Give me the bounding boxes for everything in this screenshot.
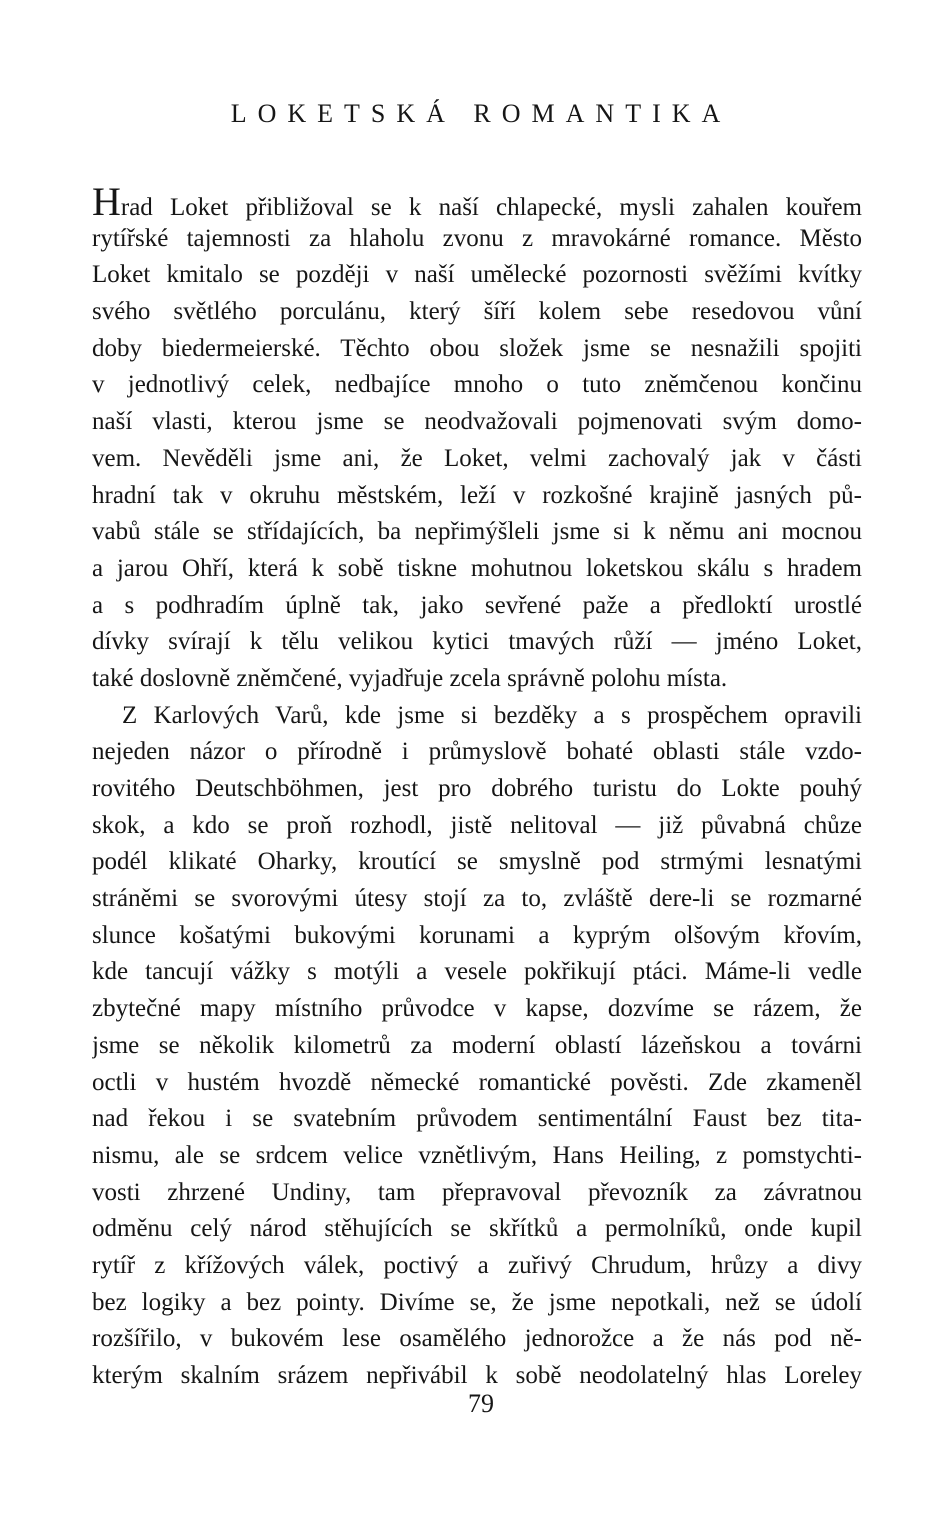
text-line: zbytečné mapy místního průvodce v kapse, dozvíme se rázem, že bbox=[92, 995, 862, 1023]
drop-cap: H bbox=[92, 184, 121, 221]
text-line: a jarou Ohří, která k sobě tiskne mohutnou loketskou skálu s hradem bbox=[92, 554, 862, 582]
text-line: Loket kmitalo se později v naší umělecké pozornosti svěžími kvítky bbox=[92, 261, 862, 289]
text-line: doby biedermeierské. Těchto obou složek jsme se nesnažili spojiti bbox=[92, 334, 862, 362]
text-line: také doslovně zněmčené, vyjadřuje zcela správně polohu místa. bbox=[92, 664, 728, 692]
first-line-text: rad Loket přibližoval se k naší chlapecké, mysli zahalen kouřem bbox=[120, 194, 862, 221]
text-line: vem. Nevěděli jsme ani, že Loket, velmi zachovalý jak v části bbox=[92, 444, 862, 472]
text-line: rytíř z křížových válek, poctivý a zuřivý Chrudum, hrůzy a divy bbox=[92, 1251, 862, 1279]
text-line: odměnu celý národ stěhujících se skřítků a permolníků, onde kupil bbox=[92, 1215, 862, 1243]
text-line: kde tancují vážky s motýli a vesele pokřikují ptáci. Máme-li vedle bbox=[92, 958, 862, 986]
text-line: vabů stále se střídajících, ba nepřimýšleli jsme si k němu ani mocnou bbox=[92, 518, 862, 546]
text-line: naší vlasti, kterou jsme se neodvažovali pojmenovati svým domo- bbox=[92, 408, 862, 436]
running-title: LOKETSKÁ ROMANTIKA bbox=[230, 99, 732, 128]
text-line: v jednotlivý celek, nedbajíce mnoho o tuto zněmčenou končinu bbox=[92, 371, 862, 399]
text-line: rytířské tajemnosti za hlaholu zvonu z mravokárné romance. Město bbox=[92, 224, 862, 252]
text-line: nismu, ale se srdcem velice vznětlivým, Hans Heiling, z pomstychti- bbox=[92, 1141, 862, 1169]
text-line: hradní tak v okruhu městském, leží v rozkošné krajině jasných pů- bbox=[92, 481, 862, 509]
text-line: rovitého Deutschböhmen, jest pro dobrého turistu do Lokte pouhý bbox=[92, 775, 862, 802]
text-line: skok, a kdo se proň rozhodl, jistě nelitoval — již půvabná chůze bbox=[92, 811, 862, 839]
text-line: dívky svírají k tělu velikou kytici tmavých růží — jméno Loket, bbox=[92, 628, 862, 656]
text-line: bez logiky a bez pointy. Divíme se, že jsme nepotkali, než se údolí bbox=[92, 1288, 862, 1316]
text-line: slunce košatými bukovými korunami a kyprým olšovým křovím, bbox=[92, 921, 862, 949]
paragraph-1 bbox=[92, 221, 862, 698]
body-text bbox=[92, 184, 862, 1395]
paragraph-first-line bbox=[92, 184, 862, 221]
text-line: rozšířilo, v bukovém lese osamělého jednorožce a že nás pod ně- bbox=[92, 1325, 862, 1353]
text-line: podél klikaté Oharky, kroutící se smyslně pod strmými lesnatými bbox=[92, 848, 862, 876]
text-line: vosti zhrzené Undiny, tam přepravoval převozník za závratnou bbox=[92, 1178, 862, 1206]
text-line: jsme se několik kilometrů za moderní oblastí lázeňskou a továrni bbox=[92, 1031, 862, 1059]
text-line: stráněmi se svorovými útesy stojí za to, zvláště dere-li se rozmarné bbox=[92, 885, 862, 913]
text-line: Z Karlových Varů, kde jsme si bezděky a s prospěchem opravili bbox=[122, 701, 862, 729]
page-number: 79 bbox=[468, 1389, 494, 1418]
text-line: nad řekou i se svatebním průvodem sentimentální Faust bez tita- bbox=[92, 1105, 862, 1133]
paragraph-2 bbox=[92, 698, 862, 1395]
text-line: kterým skalním srázem nepřivábil k sobě neodolatelný hlas Loreley bbox=[92, 1362, 862, 1389]
text-line: octli v hustém hvozdě německé romantické pověsti. Zde zkameněl bbox=[92, 1068, 862, 1096]
text-line: svého světlého porculánu, který šíří kolem sebe resedovou vůní bbox=[92, 298, 862, 326]
text-line: a s podhradím úplně tak, jako sevřené paže a předloktí urostlé bbox=[92, 591, 862, 619]
text-line: nejeden názor o přírodně i průmyslově bohaté oblasti stále vzdo- bbox=[92, 738, 862, 766]
